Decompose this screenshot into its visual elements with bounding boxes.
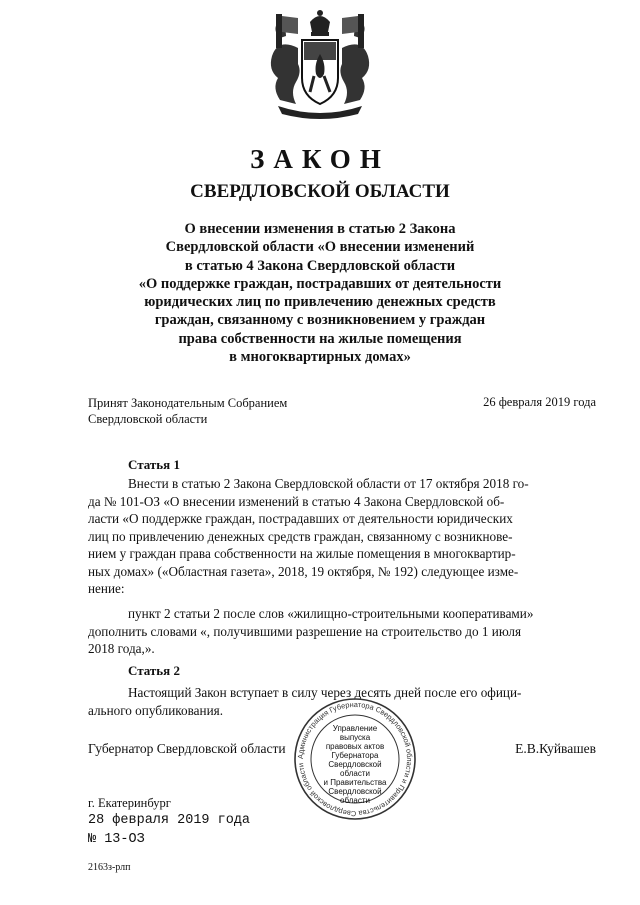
adopted-by bbox=[88, 395, 287, 427]
document-region: СВЕРДЛОВСКОЙ ОБЛАСТИ bbox=[190, 181, 450, 202]
seal-ring-text: Администрация Губернатора Свердловской области и Правительства Свердловской области bbox=[295, 699, 415, 819]
paragraph-line: Внести в статью 2 Закона Свердловской области от 17 октября 2018 го- bbox=[128, 476, 529, 491]
law-number: № 13-ОЗ bbox=[88, 832, 145, 847]
document-reference: 2163з-рлп bbox=[88, 862, 131, 873]
seal-line: и Правительства bbox=[323, 778, 387, 787]
subject-line: права собственности на жилые помещения bbox=[178, 330, 462, 347]
paragraph-line: Настоящий Закон вступает в силу через десять дней после его офици- bbox=[128, 685, 522, 700]
adopted-date: 26 февраля 2019 года bbox=[483, 395, 596, 409]
coat-of-arms-icon bbox=[258, 8, 382, 120]
seal-line: Свердловской bbox=[328, 787, 382, 796]
seal-line: Губернатора bbox=[331, 751, 379, 760]
seal-line: Управление bbox=[332, 724, 378, 733]
paragraph-line: лиц по привлечению денежных средств граждан, связанному с возникнове- bbox=[88, 528, 513, 544]
city-name: г. Екатеринбург bbox=[88, 796, 171, 810]
subject-line: в статью 4 Закона Свердловской области bbox=[184, 257, 456, 274]
document-title: ЗАКОН bbox=[250, 144, 390, 174]
paragraph-line: да № 101-ОЗ «О внесении изменений в статью 4 Закона Свердловской об- bbox=[88, 493, 505, 509]
paragraph-line: ласти «О поддержке граждан, пострадавших от деятельности юридических bbox=[88, 511, 513, 526]
paragraph-line: ального опубликования. bbox=[88, 702, 223, 718]
subject-line: Свердловской области «О внесении изменений bbox=[165, 239, 475, 256]
seal-line: выпуска bbox=[339, 733, 371, 742]
paragraph-line: 2018 года,». bbox=[88, 641, 155, 656]
signing-date: 28 февраля 2019 года bbox=[88, 813, 251, 828]
seal-center-text bbox=[320, 724, 390, 805]
subject-line: «О поддержке граждан, пострадавших от деятельности bbox=[138, 275, 502, 292]
paragraph-line: ных домах» («Областная газета», 2018, 19 октября, № 192) следующее изме- bbox=[88, 563, 519, 579]
subject-line: граждан, связанному с возникновением у граждан bbox=[154, 312, 486, 329]
paragraph-line: дополнить словами «, получившими разрешение на строительство до 1 июля bbox=[88, 623, 522, 639]
governor-name: Е.В.Куйвашев bbox=[515, 741, 596, 756]
governor-label: Губернатор Свердловской области bbox=[88, 741, 286, 756]
paragraph-line: нием у граждан права собственности на жилые помещения в многоквартир- bbox=[88, 546, 516, 561]
seal-line: Свердловской области bbox=[328, 760, 382, 778]
article-1-paragraph-2 bbox=[88, 605, 598, 658]
article-1-heading: Статья 1 bbox=[128, 457, 180, 472]
subject-line: в многоквартирных домах» bbox=[229, 349, 411, 366]
paragraph-line: нение: bbox=[88, 581, 125, 596]
law-subject bbox=[100, 220, 540, 366]
subject-line: юридических лиц по привлечению денежных средств bbox=[144, 294, 496, 311]
adopted-by-line: Свердловской области bbox=[88, 412, 208, 426]
article-2-heading: Статья 2 bbox=[128, 663, 180, 678]
article-1-paragraph-1 bbox=[88, 475, 598, 598]
seal-line: области bbox=[340, 796, 370, 805]
signature-stamp bbox=[88, 811, 250, 849]
adopted-by-line: Принят Законодательным Собранием bbox=[88, 396, 288, 410]
paragraph-line: пункт 2 статьи 2 после слов «жилищно-строительными кооперативами» bbox=[128, 606, 534, 621]
subject-line: О внесении изменения в статью 2 Закона bbox=[184, 221, 456, 237]
seal-line: правовых актов bbox=[325, 742, 385, 751]
